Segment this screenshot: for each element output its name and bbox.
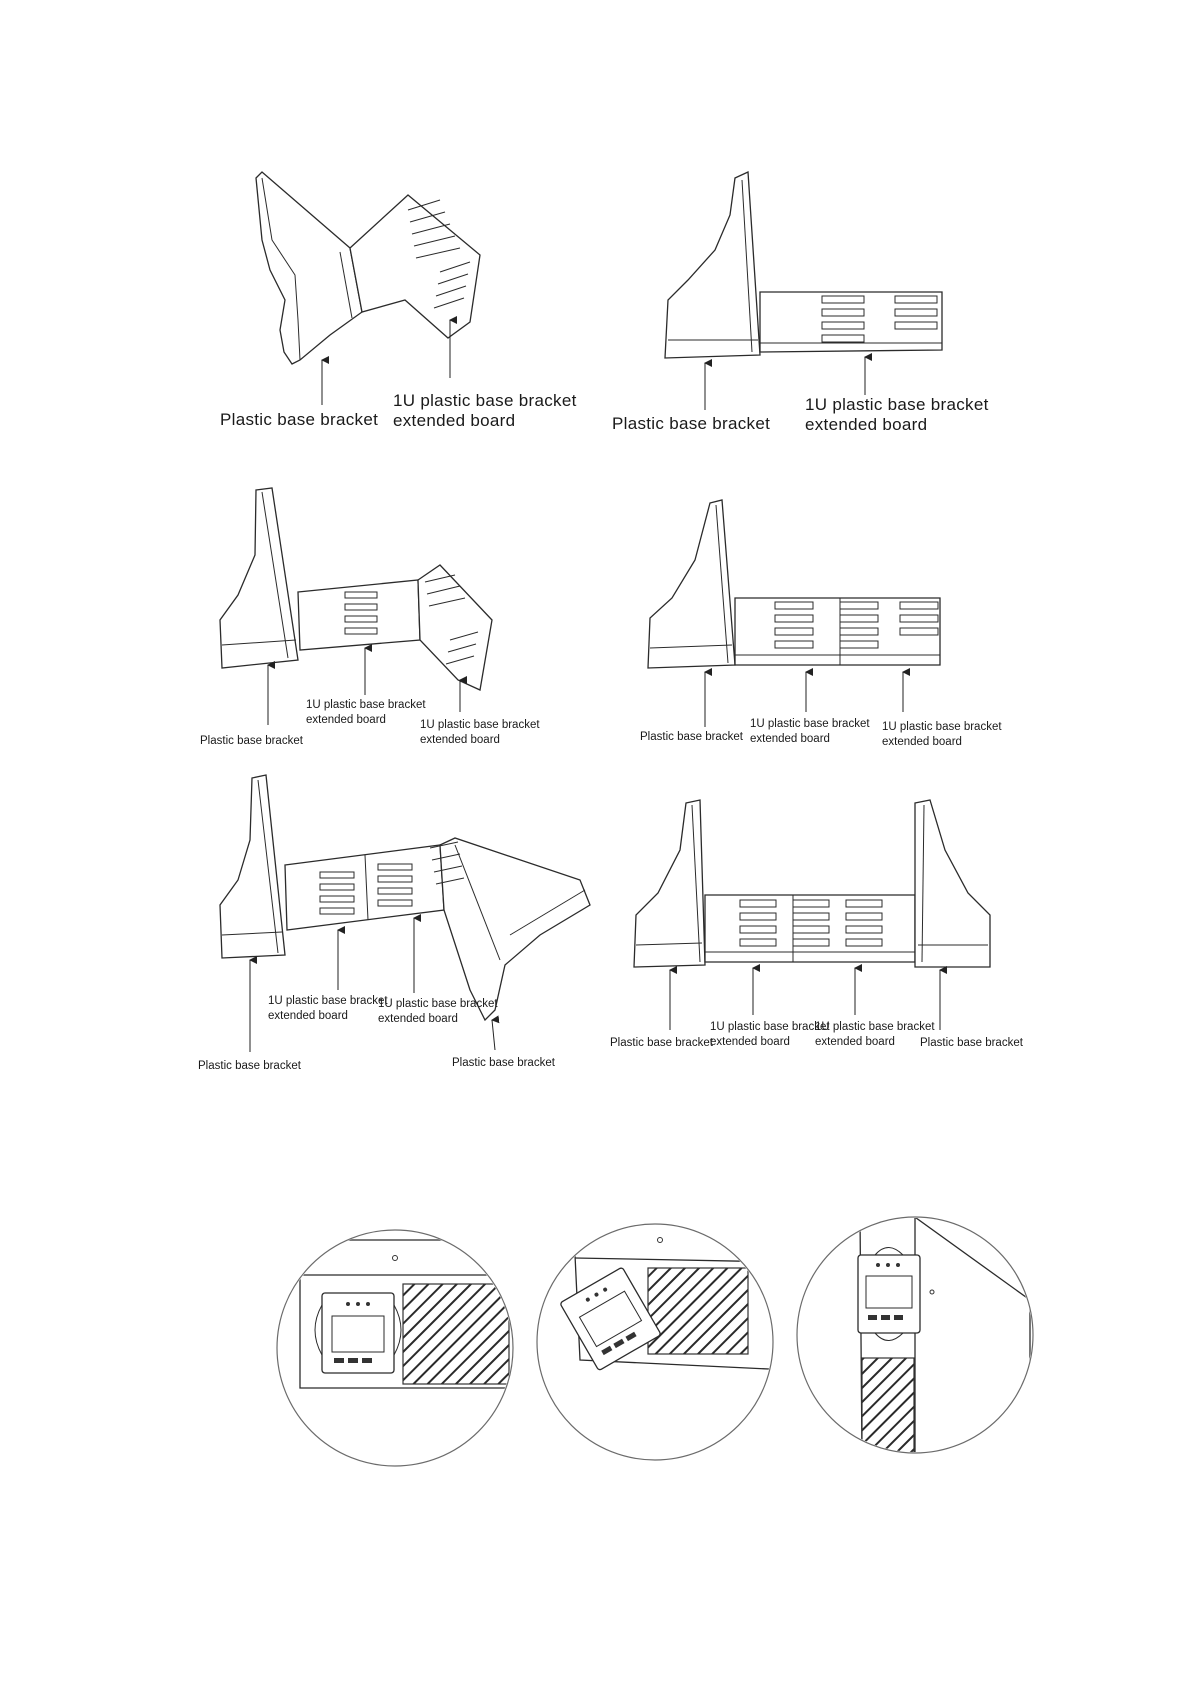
extended-boards-shape	[285, 845, 444, 930]
ups-display-rotating-icon	[537, 1220, 790, 1460]
ups-front-panel-horizontal-icon	[270, 1230, 540, 1466]
extended-board-label-line1: 1U plastic base bracket	[805, 395, 989, 414]
extended-board2-label-line2: extended board	[815, 1036, 895, 1048]
extended-board1-label-line2: extended board	[268, 1010, 348, 1022]
extended-board-shape	[298, 580, 420, 650]
extended-board-shape	[350, 195, 480, 338]
plastic-base-bracket-left-shape	[634, 800, 705, 967]
figure2-left-diagram	[200, 488, 540, 747]
extended-board-label-line2: extended board	[805, 415, 928, 434]
extended-board2-label-line2: extended board	[420, 734, 500, 746]
extended-board1-label-line1: 1U plastic base bracket	[268, 995, 388, 1007]
plastic-base-bracket-left-label: Plastic base bracket	[198, 1060, 301, 1072]
figure3-left-diagram	[198, 775, 590, 1072]
extended-board2-label-line1: 1U plastic base bracket	[882, 721, 1002, 733]
extended-board1-label-line2: extended board	[750, 733, 830, 745]
ups-display-vertical-icon	[797, 1215, 1033, 1460]
plastic-base-bracket-shape	[665, 172, 760, 358]
plastic-base-bracket-label: Plastic base bracket	[640, 731, 743, 743]
extended-board2-label-line2: extended board	[378, 1013, 458, 1025]
plastic-base-bracket-label: Plastic base bracket	[612, 414, 771, 433]
extended-board2-label-line1: 1U plastic base bracket	[378, 998, 498, 1010]
plastic-base-bracket-right-shape	[915, 800, 990, 967]
figure1-right-diagram	[612, 172, 989, 434]
extended-board-label-line1: 1U plastic base bracket	[393, 391, 577, 410]
extended-board1-label-line1: 1U plastic base bracket	[306, 699, 426, 711]
plastic-base-bracket-label: Plastic base bracket	[220, 410, 379, 429]
figure3-right-diagram	[610, 800, 1024, 1049]
plastic-base-bracket-right-label: Plastic base bracket	[452, 1057, 555, 1069]
extended-board2-label-line2: extended board	[882, 736, 962, 748]
extended-board1-label-line2: extended board	[306, 714, 386, 726]
plastic-base-bracket-label: Plastic base bracket	[200, 735, 303, 747]
extended-board-label-line2: extended board	[393, 411, 516, 430]
figure2-right-diagram	[640, 500, 1002, 748]
figure1-left-diagram	[220, 172, 577, 430]
extended-board1-label-line1: 1U plastic base bracket	[750, 718, 870, 730]
plastic-base-bracket-right-label: Plastic base bracket	[920, 1037, 1023, 1049]
extended-board2-label-line1: 1U plastic base bracket	[815, 1021, 935, 1033]
extended-board1-label-line2: extended board	[710, 1036, 790, 1048]
plastic-base-bracket-left-label: Plastic base bracket	[610, 1037, 713, 1049]
plastic-base-bracket-shape	[256, 172, 362, 364]
extended-board2-label-line1: 1U plastic base bracket	[420, 719, 540, 731]
extended-board1-label-line1: 1U plastic base bracket	[710, 1021, 830, 1033]
extended-board-tilted-shape	[418, 565, 492, 690]
